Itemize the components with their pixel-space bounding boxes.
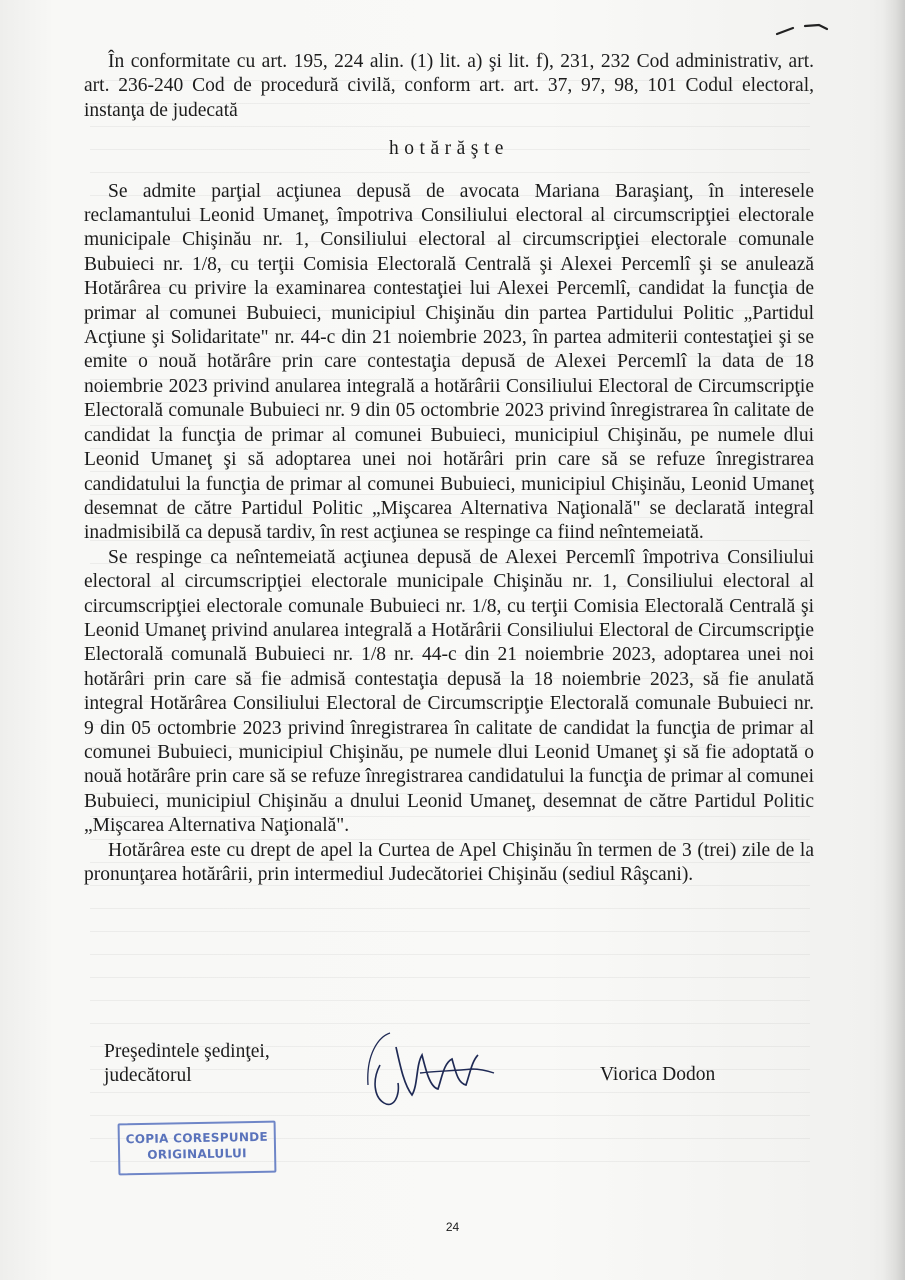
judge-role-line1: Preşedintele şedinţei, [104,1041,270,1062]
judge-role-line2: judecătorul [104,1065,192,1087]
document-body [84,50,814,887]
handwritten-signature [360,1025,500,1110]
stamp-line1: COPIA CORESPUNDE [125,1129,269,1147]
pen-mark-corner [775,22,835,38]
page-edge-shadow [883,0,905,1280]
appeal-paragraph: Hotărârea este cu drept de apel la Curtea de Apel Chişinău în termen de 3 (trei) zile de la pronunţarea hotărârii, prin intermediul Judecătoriei Chişinău (sediul Râşcani). [84,839,814,885]
judge-name: Viorica Dodon [600,1064,716,1085]
judge-role [104,1040,270,1089]
ruling-paragraph-1: Se admite parţial acţiunea depusă de avocata Mariana Baraşianţ, în interesele reclamantului Leonid Umaneţ, împotriva Consiliului electoral al circumscripţiei electorale municipale Chişinău nr. 1, Consiliului electoral al circumscripţiei electorale comunale Bubuieci nr. 1/8, cu terţii Comisia Electorală Centrală şi Alexei Percemlî şi se anulează Hotărârea cu privire la examinarea contestaţiei lui Alexei Percemlî, candidat la funcţia de primar al comunei Bubuieci, municipiul Chişinău din partea Partidului Politic „Partidul Acţiune şi Solidaritate" nr. 44-c din 21 noiembrie 2023, în partea admiterii contestaţiei şi se emite o nouă hotărâre prin care contestaţia depusă de Alexei Percemlî la data de 18 noiembrie 2023 privind anularea integrală a hotărârii Consiliului Electoral de Circumscripţie Electorală comunale Bubuieci nr. 9 din 05 octombrie 2023 privind înregistrarea în calitate de candidat la funcţia de primar al comunei Bubuieci, municipiul Chişinău, pe numele dlui Leonid Umaneţ şi să adoptarea unei noi hotărâri prin care să se refuze înregistrarea candidatului la funcţia de primar al comunei Bubuieci, municipiul Chişinău, Leonid Umaneţ desemnat de către Partidul Politic „Mişcarea Alternativa Naţională" se declarată integral inadmisibilă ca depusă tardiv, în rest acţiunea se respinge ca fiind neîntemeiată. [84,180,814,544]
stamp-line2: ORIGINALULUI [147,1146,247,1162]
ruling-paragraph-2: Se respinge ca neîntemeiată acţiunea depusă de Alexei Percemlî împotriva Consiliului electoral al circumscripţiei electorale municipale Chişinău nr. 1, Consiliului electoral al circumscripţiei electorale comunale Bubuieci nr. 1/8, cu terţii Comisia Electorală Centrală şi Leonid Umaneţ privind anularea integrală a Hotărârii Consiliului Electoral de Circumscripţie Electorală comunală Bubuieci nr. 1/8 nr. 44-c din 21 noiembrie 2023, adoptarea unei noi hotărâri prin care să fie admisă contestaţia depusă la 18 noiembrie 2023, să fie anulată integral Hotărârea Consiliului Electoral de Circumscripţie Electorală comunale Bubuieci nr. 9 din 05 octombrie 2023 privind înregistrarea în calitate de candidat la funcţia de primar al comunei Bubuieci, municipiul Chişinău, pe numele dlui Leonid Umaneţ şi să fie adoptată o nouă hotărâre prin care să se refuze înregistrarea candidatului la funcţia de primar al comunei Bubuieci, municipiul Chişinău a dnului Leonid Umaneţ, desemnat de către Partidul Politic „Mişcarea Alternativa Naţională". [84,546,814,837]
decision-heading: hotărăşte [389,138,509,160]
page-number: 24 [445,1220,460,1234]
preamble-paragraph: În conformitate cu art. 195, 224 alin. (1) lit. a) şi lit. f), 231, 232 Cod administrativ, art. art. 236-240 Cod de procedură civilă, conform art. art. 37, 97, 98, 101 Codul electoral, instanţa de judecată [84,51,814,121]
certified-copy-stamp [118,1121,277,1176]
